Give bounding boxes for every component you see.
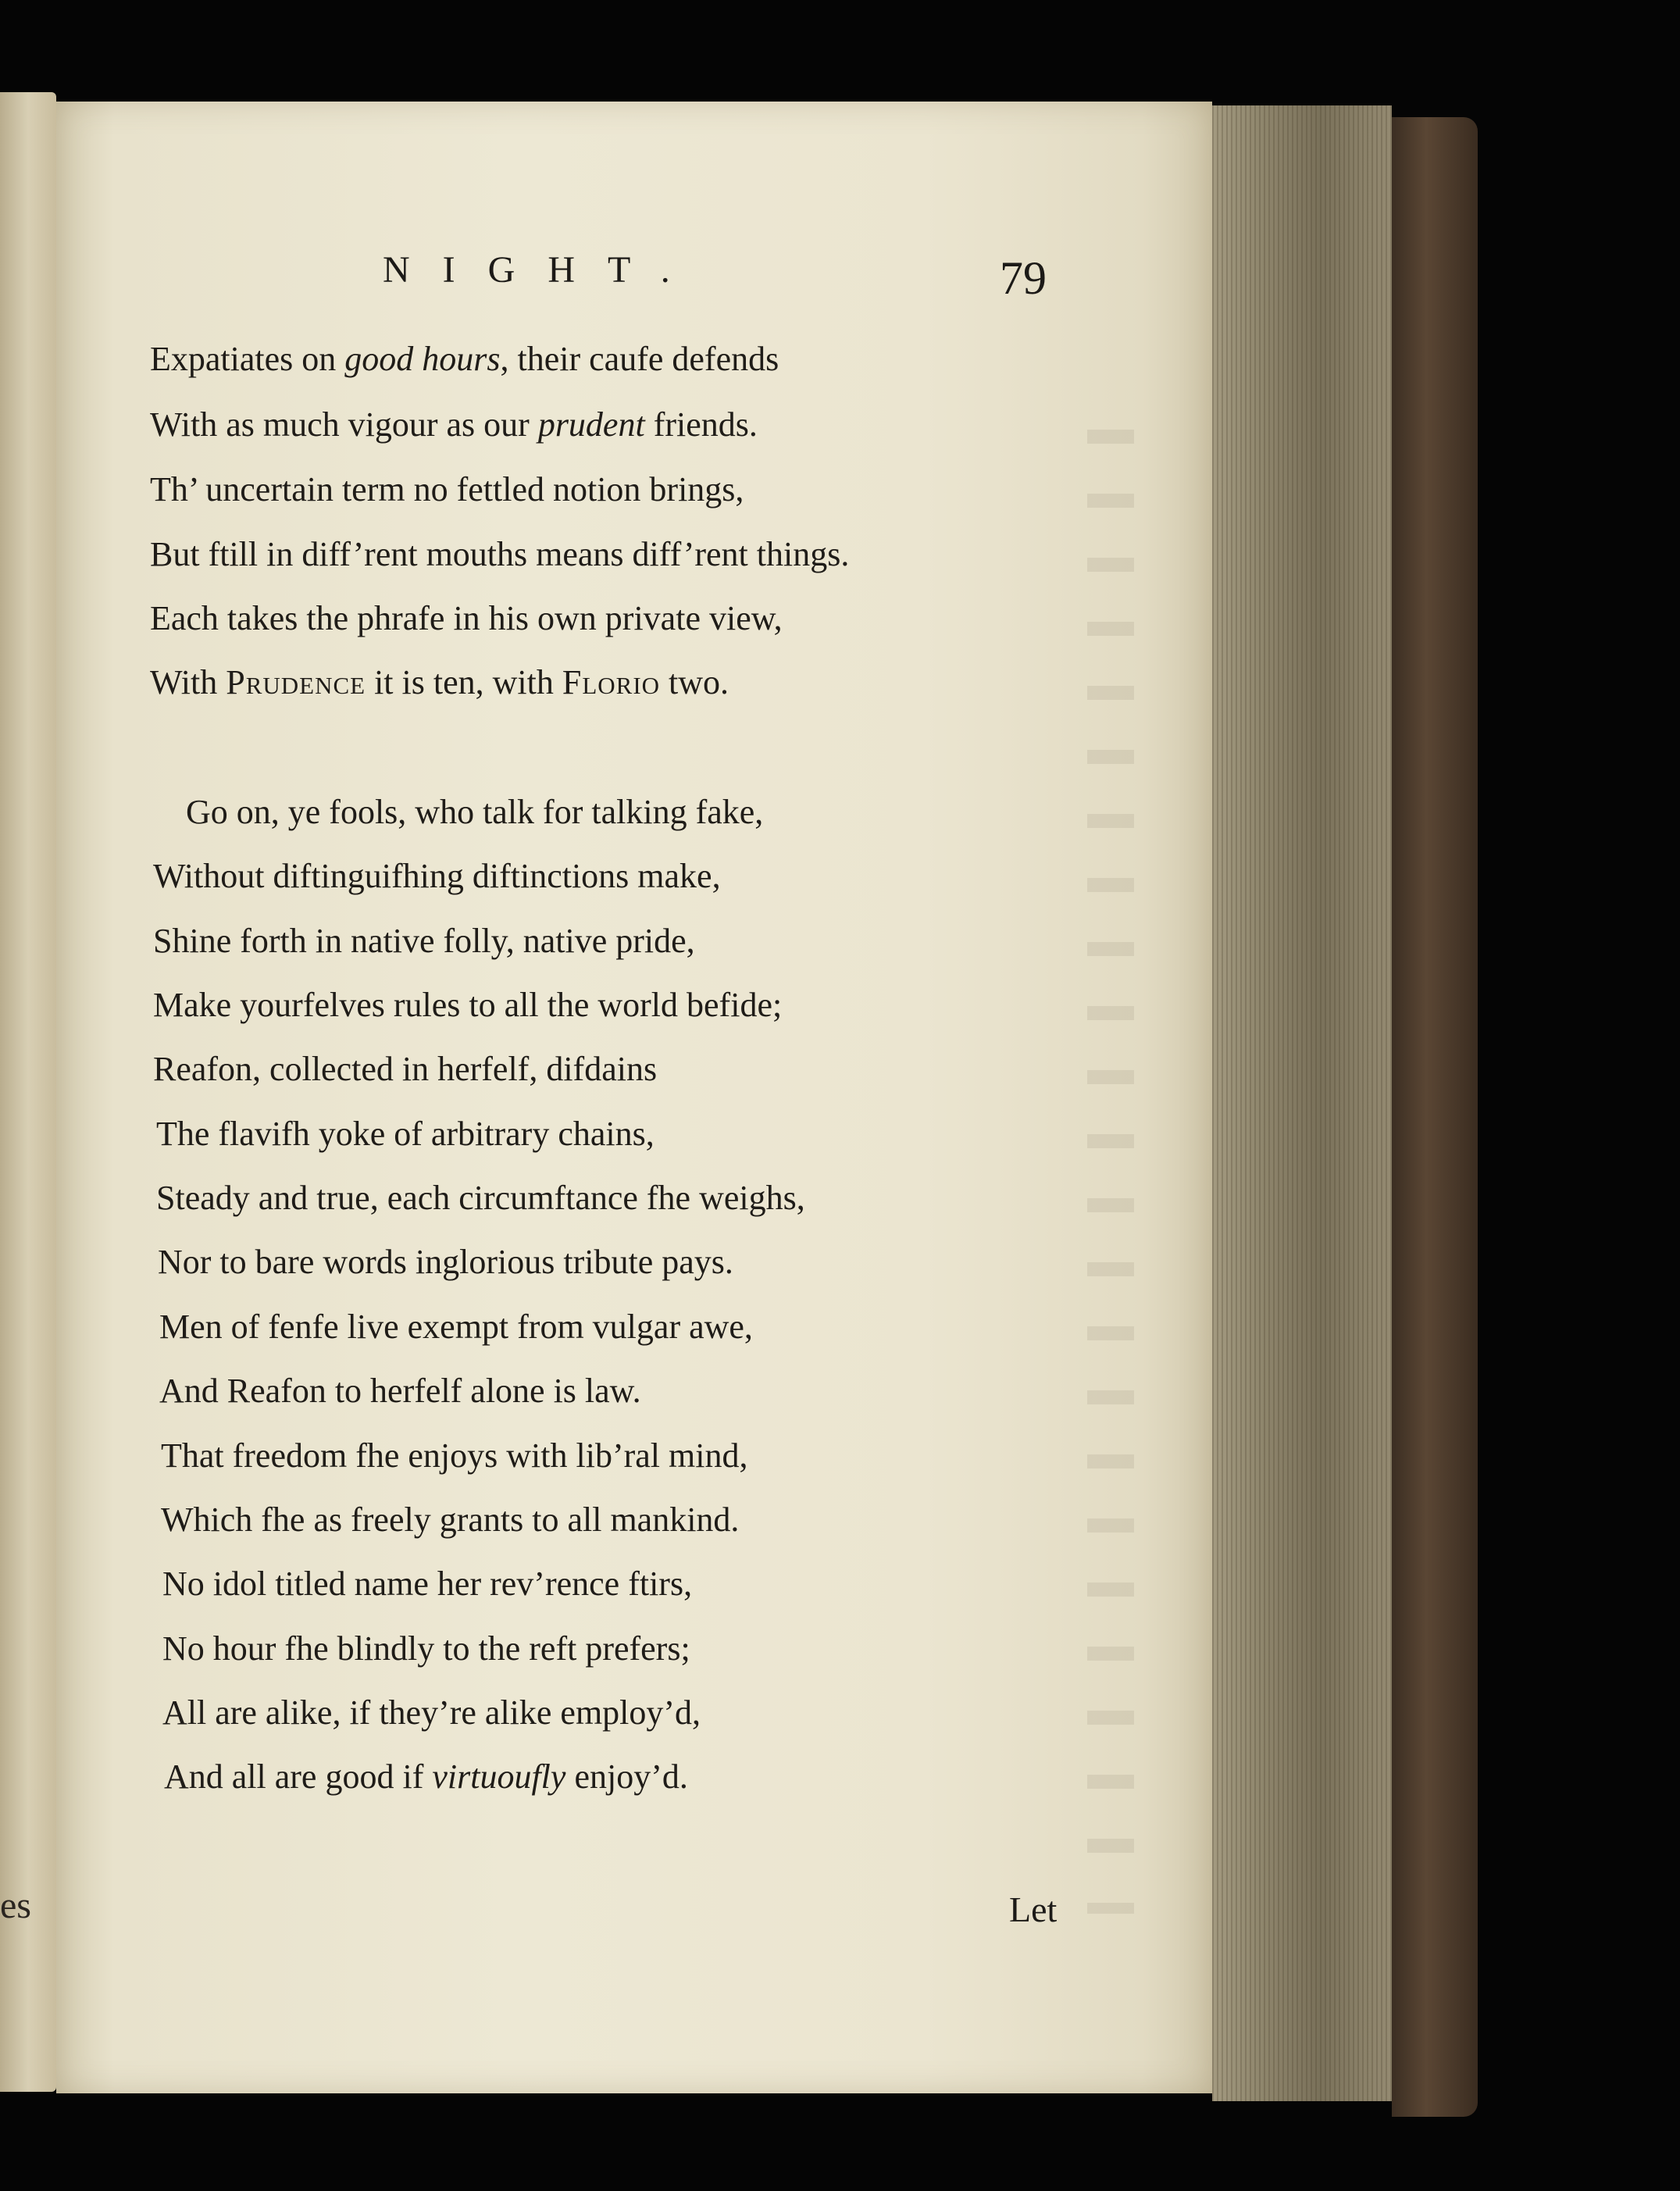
italic-text: good hours bbox=[344, 340, 501, 378]
page-number: 79 bbox=[1000, 252, 1047, 304]
poem-line bbox=[162, 1629, 690, 1668]
line-text: All are alike, if they’re alike employ’d, bbox=[162, 1693, 701, 1732]
poem-line bbox=[150, 663, 729, 701]
line-text: And Reafon to herfelf alone is law. bbox=[159, 1372, 641, 1410]
line-text: two. bbox=[660, 663, 729, 701]
poem-line bbox=[161, 1503, 739, 1537]
line-text: Shine forth in native folly, native pride, bbox=[153, 922, 695, 960]
poem-line bbox=[153, 988, 782, 1022]
line-text: , their caufe defends bbox=[500, 340, 779, 378]
poem-line bbox=[153, 859, 721, 894]
left-page-fragment: es bbox=[0, 1885, 31, 1926]
line-text: With as much vigour as our bbox=[150, 405, 538, 444]
line-text: Without diftinguifhing diftinctions make, bbox=[153, 857, 721, 895]
poem-line bbox=[159, 1374, 641, 1408]
italic-text: prudent bbox=[537, 405, 645, 444]
italic-text: virtuoufly bbox=[432, 1757, 566, 1796]
poem-line bbox=[153, 1052, 657, 1087]
poem-line bbox=[150, 470, 744, 508]
poem-line bbox=[150, 537, 849, 572]
line-text: Each takes the phrafe in his own private view, bbox=[150, 599, 783, 637]
book-cover bbox=[1392, 117, 1478, 2117]
line-text: it is ten, with bbox=[366, 663, 562, 701]
poem-line bbox=[162, 1567, 692, 1601]
line-text: Nor to bare words inglorious tribute pays. bbox=[158, 1243, 733, 1281]
line-text: Expatiates on bbox=[150, 340, 345, 378]
show-through-text bbox=[1087, 430, 1134, 1914]
line-text: No hour fhe blindly to the reft prefers; bbox=[162, 1629, 690, 1668]
line-text: friends. bbox=[644, 405, 758, 444]
line-text: That freedom fhe enjoys with lib’ral mind, bbox=[161, 1436, 748, 1475]
line-text: enjoy’d. bbox=[565, 1757, 688, 1796]
poem-line bbox=[150, 342, 779, 376]
poem-line bbox=[159, 1310, 753, 1344]
poem-line bbox=[150, 405, 758, 444]
poem-line bbox=[150, 601, 783, 636]
line-text: With bbox=[150, 663, 226, 701]
page-edges bbox=[1212, 105, 1392, 2101]
poem-line bbox=[162, 1693, 701, 1732]
line-text: But ftill in diff’rent mouths means diff’rent things. bbox=[150, 535, 850, 573]
running-header: NIGHT. bbox=[383, 249, 703, 291]
small-caps-name: Florio bbox=[562, 663, 661, 701]
line-text: Reafon, collected in herfelf, difdains bbox=[153, 1050, 658, 1088]
line-text: Which fhe as freely grants to all mankind. bbox=[161, 1501, 740, 1539]
poem-line bbox=[186, 795, 763, 830]
line-text: Go on, ye fools, who talk for talking fake, bbox=[186, 793, 764, 831]
poem-line bbox=[156, 1117, 655, 1151]
line-text: Th’ uncertain term no fettled notion brings, bbox=[150, 470, 744, 508]
poem-line bbox=[153, 924, 695, 958]
poem-line bbox=[156, 1181, 805, 1215]
line-text: The flavifh yoke of arbitrary chains, bbox=[156, 1115, 655, 1153]
poem-line bbox=[161, 1436, 748, 1475]
poem-line bbox=[158, 1245, 733, 1279]
line-text: Make yourfelves rules to all the world befide; bbox=[153, 986, 783, 1024]
line-text: No idol titled name her rev’rence ftirs, bbox=[162, 1565, 693, 1603]
left-page-edge bbox=[0, 92, 56, 2092]
poem-line bbox=[164, 1757, 688, 1796]
line-text: Steady and true, each circumftance fhe weighs, bbox=[156, 1179, 805, 1217]
line-text: Men of fenfe live exempt from vulgar awe, bbox=[159, 1308, 753, 1346]
small-caps-name: Prudence bbox=[226, 663, 366, 701]
catchword: Let bbox=[1009, 1889, 1058, 1929]
line-text: And all are good if bbox=[164, 1757, 433, 1796]
